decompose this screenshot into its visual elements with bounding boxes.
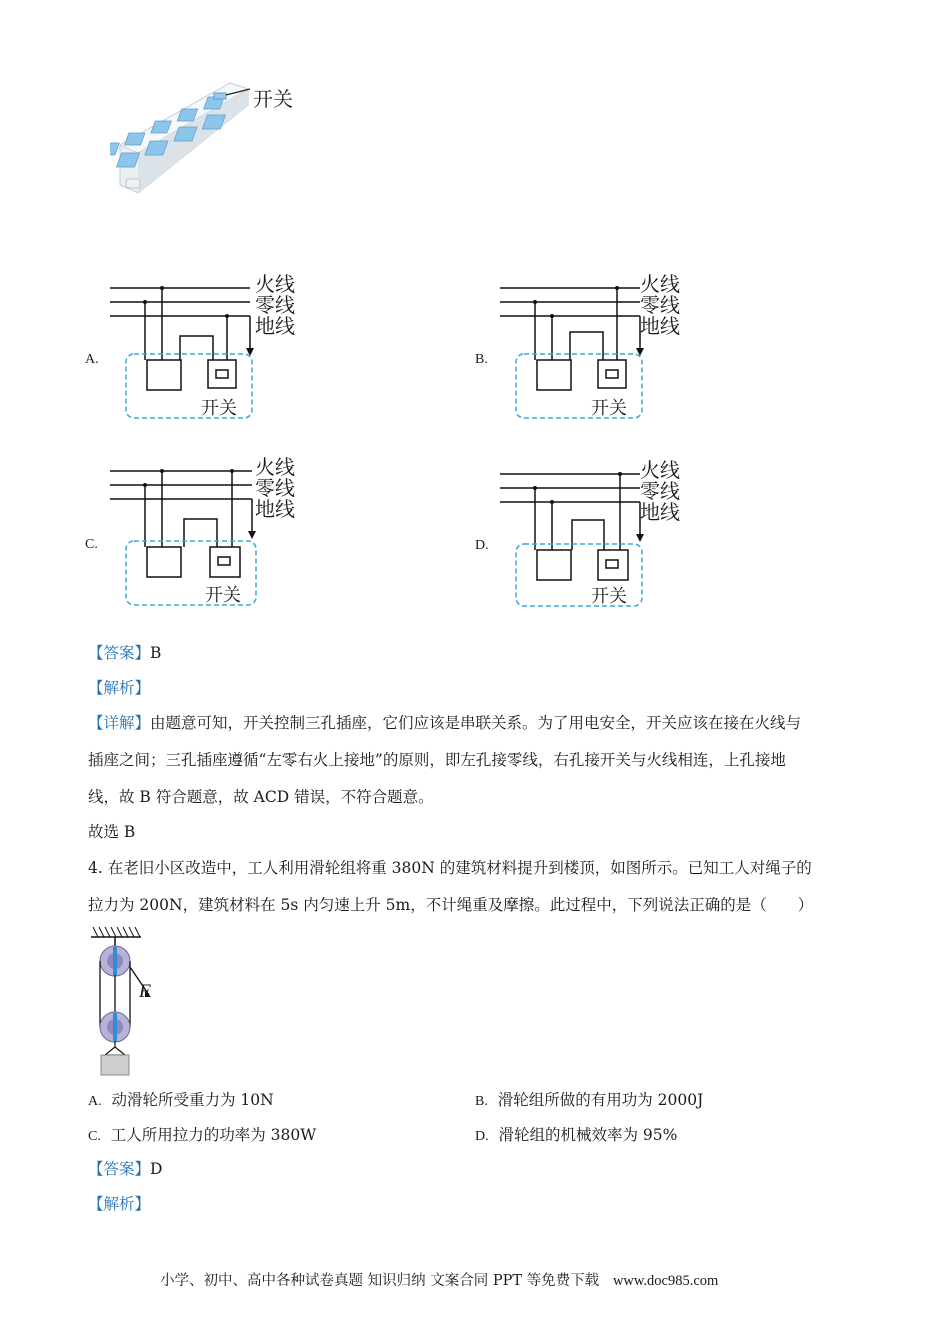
q4-stem-line-2: 拉力为 200N，建筑材料在 5s 内匀速上升 5m，不计绳重及摩擦。此过程中，下列说法正确的是（ ）: [88, 896, 814, 914]
wire-label-ground: 地线: [255, 314, 295, 338]
q4-option-c: [88, 1124, 316, 1148]
answer-value: D: [150, 1160, 163, 1178]
detail-text: 由题意可知，开关控制三孔插座，它们应该是串联关系。为了用电安全，开关应该在接在火线与: [150, 714, 802, 732]
answer-tag: 【答案】: [88, 644, 151, 662]
q4-analysis-tag: 【解析】: [88, 1195, 151, 1213]
wire-label-ground: 地线: [255, 497, 295, 521]
wire-label-live: 火线: [255, 455, 295, 479]
q3-detail-line-1: [88, 712, 801, 734]
option-text: 动滑轮所受重力为 10N: [111, 1091, 274, 1109]
wire-label-neutral: 零线: [640, 293, 680, 317]
q3-detail-line-3: 线，故 B 符合题意，故 ACD 错误，不符合题意。: [88, 788, 434, 806]
option-letter: A.: [85, 352, 99, 367]
answer-tag: 【答案】: [88, 1160, 151, 1178]
option-letter: C.: [85, 537, 98, 552]
option-letter: D.: [475, 538, 489, 553]
wire-label-live: 火线: [255, 272, 295, 296]
answer-value: B: [150, 644, 162, 662]
force-label: F: [139, 981, 151, 1002]
wire-label-ground: 地线: [640, 500, 680, 524]
option-text: 滑轮组所做的有用功为 2000J: [497, 1091, 704, 1109]
switch-callout-label: 开关: [253, 87, 293, 111]
circuit-option-c: [85, 455, 325, 607]
switch-label: 开关: [591, 586, 627, 607]
q4-option-a: [88, 1089, 274, 1113]
wire-label-neutral: 零线: [255, 293, 295, 317]
q3-analysis-tag: 【解析】: [88, 679, 151, 697]
q4-option-d: [475, 1124, 677, 1148]
page-footer: [160, 1269, 718, 1290]
q3-answer-line: [88, 642, 161, 664]
wire-label-live: 火线: [640, 458, 680, 482]
circuit-option-b: [475, 272, 715, 420]
wire-label-neutral: 零线: [640, 479, 680, 503]
q4-option-b: [475, 1089, 703, 1113]
q4-stem-line-1: 4. 在老旧小区改造中，工人利用滑轮组将重 380N 的建筑材料提升到楼顶，如图所示。已知工人对绳子的: [88, 859, 812, 877]
switch-label: 开关: [205, 585, 241, 606]
option-letter: A.: [88, 1094, 102, 1109]
q3-detail-line-2: 插座之间；三孔插座遵循“左零右火上接地”的原则，即左孔接零线，右孔接开关与火线相连，上孔接地: [88, 751, 786, 769]
q4-answer-line: [88, 1158, 162, 1180]
option-letter: B.: [475, 1094, 488, 1109]
option-letter: D.: [475, 1129, 489, 1144]
wire-label-ground: 地线: [640, 314, 680, 338]
detail-tag: 【详解】: [88, 714, 151, 732]
option-letter: C.: [88, 1129, 101, 1144]
q3-conclusion: 故选 B: [88, 823, 136, 841]
footer-url[interactable]: www.doc985.com: [612, 1273, 719, 1289]
wire-label-neutral: 零线: [255, 476, 295, 500]
circuit-option-a: [85, 272, 325, 420]
wire-label-live: 火线: [640, 272, 680, 296]
circuit-option-d: [475, 458, 715, 610]
switch-label: 开关: [201, 398, 237, 419]
option-letter: B.: [475, 352, 488, 367]
switch-label: 开关: [591, 398, 627, 419]
option-text: 工人所用拉力的功率为 380W: [110, 1126, 317, 1144]
footer-text: 小学、初中、高中各种试卷真题 知识归纳 文案合同 PPT 等免费下载: [160, 1273, 600, 1289]
option-text: 滑轮组的机械效率为 95%: [498, 1126, 678, 1144]
switch-button: [214, 93, 226, 99]
pulley-system-illustration: [85, 925, 175, 1077]
pulley-figure: [85, 925, 175, 1077]
